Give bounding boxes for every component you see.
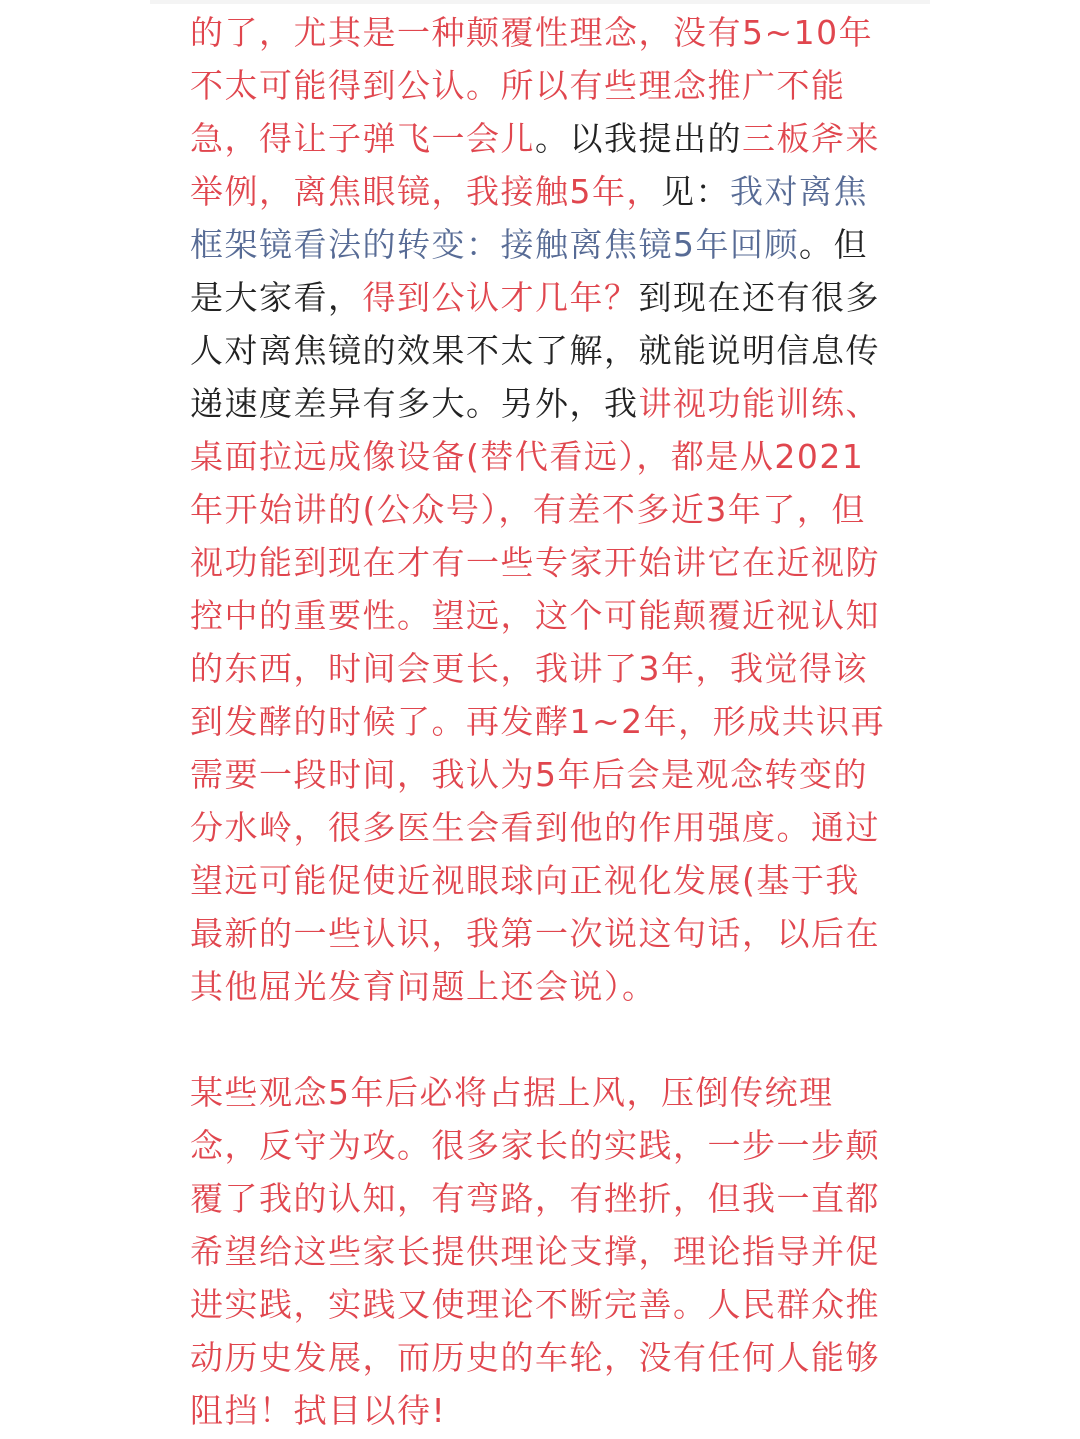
- text-segment: 。以我提出的: [535, 119, 742, 158]
- text-segment: 到现在还有很多人对离焦镜的效果不太了解，就能说明信息传递速度差异有多大。另外，我: [190, 278, 880, 423]
- text-segment: 讲视功能训练、桌面拉远成像设备(替代看远），都是从2021年开始讲的(公众号），有差不多近3年了，但视功能到现在才有一些专家开始讲它在近视防控中的重要性。望远，这个可能颠覆近视认知的东西，时间会更长，我讲了3年，我觉得该到发酵的时候了。再发酵1~2年，形成共识再需要一段时间，我认为5年后会是观念转变的分水岭，很多医生会看到他的作用强度。通过望远可能促使近视眼球向正视化发展(基于我最新的一些认识，我第一次说这句话，以后在其他屈光发育问题上还会说）。: [190, 384, 886, 1006]
- text-segment: 得到公认才几年？: [362, 278, 639, 317]
- text-segment: 三板斧来举例，离焦眼镜，我接触5年，: [190, 119, 880, 211]
- paragraph-1: [190, 6, 890, 1013]
- text-segment: 某些观念5年后必将占据上风，压倒传统理念，反守为攻。很多家长的实践，一步一步颠覆了我的认知，有弯路，有挫折，但我一直都希望给这些家长提供理论支撑，理论指导并促进实践，实践又使理论不断完善。人民群众推动历史发展，而历史的车轮，没有任何人能够阻挡！拭目以待!: [190, 1073, 880, 1430]
- text-segment: 见：: [661, 172, 730, 211]
- paragraph-2: [190, 1066, 890, 1437]
- article-link[interactable]: 我对离焦框架镜看法的转变：接触离焦镜5年回顾: [190, 172, 868, 264]
- text-segment: 的了，尤其是一种颠覆性理念，没有5~10年不太可能得到公认。所以有些理念推广不能急，得让子弹飞一会儿: [190, 13, 874, 158]
- top-divider: [150, 0, 930, 4]
- text-segment: 。但是大家看，: [190, 225, 868, 317]
- article-body: [190, 6, 890, 1437]
